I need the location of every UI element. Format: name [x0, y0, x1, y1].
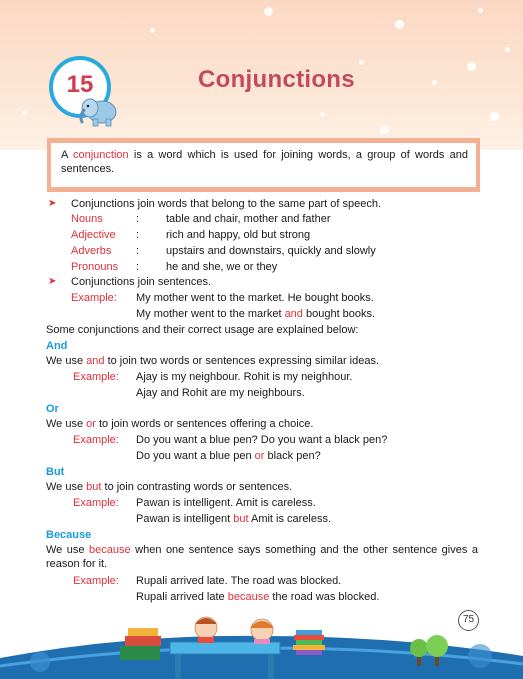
- example-label: Example:: [73, 371, 119, 383]
- definition-post: is a word which is used for joining words, a group of words and sentences.: [61, 149, 468, 175]
- bullet-arrow-icon: ➤: [48, 276, 57, 287]
- page-number: 75: [458, 610, 479, 631]
- pos-example: he and she, we or they: [166, 261, 278, 273]
- books-stack-icon: [293, 630, 325, 655]
- definition-keyword: conjunction: [72, 149, 129, 161]
- example-line: Rupali arrived late. The road was blocked.: [136, 575, 342, 587]
- pos-example: table and chair, mother and father: [166, 213, 331, 225]
- example-line: Do you want a blue pen or black pen?: [136, 450, 321, 462]
- footer-illustration: [0, 606, 523, 679]
- example-line: [136, 307, 375, 321]
- pos-colon: :: [136, 261, 140, 273]
- conjunction-highlight: and: [86, 355, 105, 367]
- conjunction-highlight: or: [86, 418, 96, 430]
- section-heading-or: Or: [46, 403, 59, 415]
- section-desc-and: We use and to join two words or sentences expressing similar ideas.: [46, 355, 380, 367]
- example-text: bought books.: [302, 308, 376, 320]
- point-2: Conjunctions join sentences.: [71, 276, 212, 288]
- definition-pre: A: [61, 149, 73, 161]
- elephant-icon: [78, 94, 124, 128]
- pos-colon: :: [136, 229, 140, 241]
- example-line: Rupali arrived late because the road was blocked.: [136, 591, 380, 603]
- example-line: Pawan is intelligent but Amit is careless.: [136, 513, 332, 525]
- chapter-number: 15: [66, 71, 94, 98]
- definition-text: [51, 143, 476, 187]
- example-text: My mother went to the market: [136, 308, 285, 320]
- example-line: My mother went to the market. He bought books.: [136, 292, 374, 304]
- example-line: Ajay is my neighbour. Rohit is my neighhour.: [136, 371, 353, 383]
- section-heading-because: Because: [46, 529, 92, 541]
- pos-colon: :: [136, 245, 140, 257]
- conjunction-highlight: but: [86, 481, 102, 493]
- example-line: Ajay and Rohit are my neighbours.: [136, 387, 305, 399]
- intro-text: Some conjunctions and their correct usage are explained below:: [46, 324, 359, 336]
- conjunction-highlight: but: [233, 513, 249, 525]
- conjunction-highlight: because: [89, 544, 131, 556]
- example-label: Example:: [73, 434, 119, 446]
- pos-colon: :: [136, 213, 140, 225]
- pos-example: rich and happy, old but strong: [166, 229, 311, 241]
- section-desc-because: We use because when one sentence says something and the other sentence gives a reason for it.: [46, 544, 478, 570]
- conjunction-highlight: or: [254, 450, 265, 462]
- bullet-arrow-icon: ➤: [48, 198, 57, 209]
- section-heading-and: And: [46, 340, 68, 352]
- example-label: Example:: [73, 575, 119, 587]
- conjunction-highlight: and: [284, 308, 303, 320]
- pos-label: Adjective: [71, 229, 116, 241]
- example-label: Example:: [73, 497, 119, 509]
- pos-label: Pronouns: [71, 261, 119, 273]
- example-line: Pawan is intelligent. Amit is careless.: [136, 497, 316, 509]
- section-desc-but: We use but to join contrasting words or sentences.: [46, 481, 293, 493]
- pos-label: Nouns: [71, 213, 103, 225]
- conjunction-highlight: because: [227, 591, 270, 603]
- example-line: Do you want a blue pen? Do you want a black pen?: [136, 434, 388, 446]
- section-desc-or: We use or to join words or sentences offering a choice.: [46, 418, 314, 430]
- child-boy-icon: [195, 617, 217, 643]
- pos-label: Adverbs: [71, 245, 112, 257]
- pos-example: upstairs and downstairs, quickly and slowly: [166, 245, 376, 257]
- point-1: Conjunctions join words that belong to the same part of speech.: [71, 198, 382, 210]
- example-label: Example:: [71, 292, 117, 304]
- books-icon: [120, 628, 161, 660]
- definition-box: [47, 138, 480, 192]
- chapter-title: Conjunctions: [198, 66, 355, 93]
- section-heading-but: But: [46, 466, 65, 478]
